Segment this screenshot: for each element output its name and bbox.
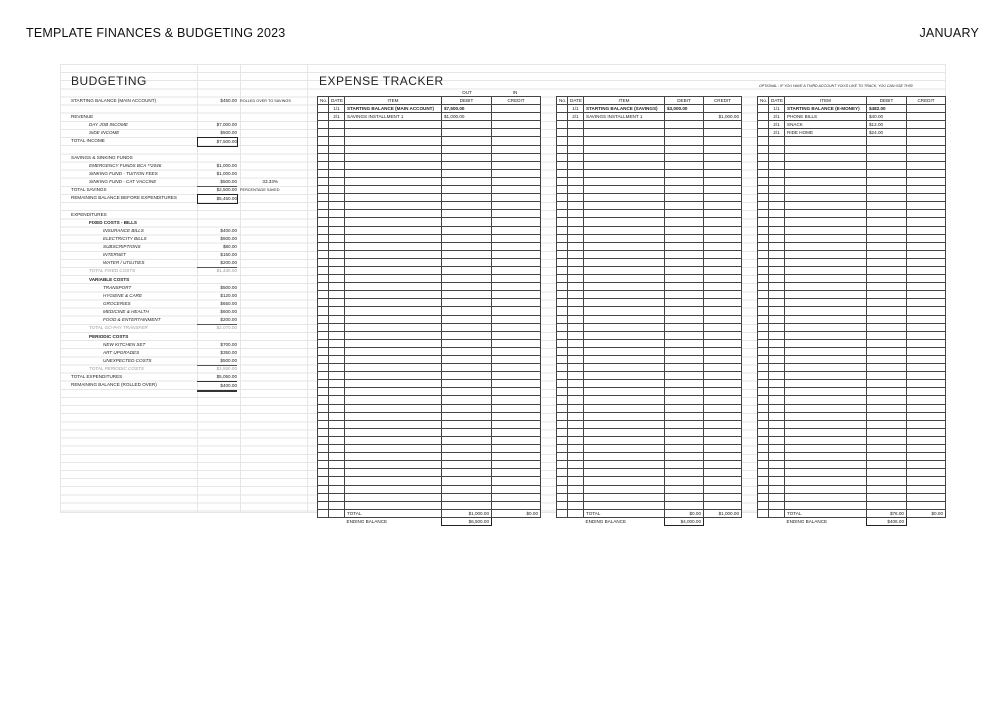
empty-row — [318, 291, 541, 299]
empty-row — [318, 493, 541, 501]
savings-item-label: SINKING FUND - TUITION FEES — [89, 171, 158, 176]
starting-balance-label: STARTING BALANCE (MAIN ACCOUNT) — [71, 98, 157, 103]
budgeting-heading: BUDGETING — [71, 74, 147, 88]
total-label: TOTAL — [345, 509, 442, 517]
empty-row — [557, 501, 742, 509]
row-date: 1/1 — [769, 105, 785, 113]
empty-row — [557, 428, 742, 436]
empty-row — [557, 145, 742, 153]
total-income-label: TOTAL INCOME — [71, 138, 105, 143]
periodic-item-label: NEW KITCHEN SET — [103, 342, 146, 347]
empty-row — [557, 380, 742, 388]
row-item: SNACK — [785, 121, 867, 129]
row-date: 2/1 — [769, 113, 785, 121]
row-debit: $12.00 — [867, 121, 907, 129]
total-label: TOTAL — [584, 509, 665, 517]
empty-row — [557, 137, 742, 145]
empty-row — [318, 461, 541, 469]
ending-balance: $6,500.00 — [442, 517, 492, 525]
empty-row — [758, 169, 946, 177]
periodic-item-value: $350.00 — [220, 350, 237, 355]
row-date: 2/1 — [769, 129, 785, 137]
table-row — [318, 105, 541, 113]
total-expenditures-value: $5,050.00 — [216, 374, 237, 379]
revenue-item-value: $7,000.00 — [216, 122, 237, 127]
revenue-item-value: $500.00 — [197, 129, 237, 138]
col-no-header: No. — [557, 97, 568, 105]
empty-row — [758, 153, 946, 161]
empty-row — [758, 202, 946, 210]
ending-row — [758, 517, 946, 525]
empty-row — [758, 291, 946, 299]
row-item: RIDE HOME — [785, 129, 867, 137]
empty-row — [557, 202, 742, 210]
variable-item-value: $600.00 — [220, 309, 237, 314]
expense-table-emoney — [757, 96, 946, 526]
empty-row — [758, 364, 946, 372]
variable-item-value: $650.00 — [220, 301, 237, 306]
empty-row — [758, 428, 946, 436]
variable-total-value: $2,070.00 — [216, 325, 237, 330]
empty-row — [318, 218, 541, 226]
empty-row — [758, 412, 946, 420]
remaining-before-value: $5,450.00 — [197, 194, 238, 204]
empty-row — [318, 307, 541, 315]
empty-row — [557, 226, 742, 234]
periodic-item-label: UNEXPECTED COSTS — [103, 358, 152, 363]
empty-row — [557, 436, 742, 444]
periodic-item-value: $700.00 — [220, 342, 237, 347]
row-debit — [665, 113, 704, 121]
empty-row — [318, 169, 541, 177]
variable-item-label: HYGIENE & CARE — [103, 293, 143, 298]
col-date-header: DATE — [568, 97, 584, 105]
table-row — [557, 113, 742, 121]
starting-balance-value: $450.00 — [220, 98, 237, 103]
empty-row — [758, 210, 946, 218]
rolled-over-label: REMAINING BALANCE (ROLLED OVER) — [71, 382, 157, 387]
empty-row — [758, 493, 946, 501]
total-row — [758, 509, 946, 517]
revenue-item-label: SIDE INCOME — [89, 130, 120, 135]
empty-row — [557, 396, 742, 404]
row-credit — [492, 105, 541, 113]
empty-row — [318, 275, 541, 283]
col-item-header: ITEM — [584, 97, 665, 105]
percentage-saved-note: PERCENTAGE SAVED — [240, 188, 280, 192]
row-item: SAVINGS INSTALLMENT 1 — [345, 113, 442, 121]
col-credit-header: CREDIT — [907, 97, 946, 105]
empty-row — [557, 186, 742, 194]
empty-row — [557, 420, 742, 428]
empty-row — [318, 177, 541, 185]
empty-row — [557, 129, 742, 137]
empty-row — [557, 258, 742, 266]
total-debit: $1,000.00 — [442, 509, 492, 517]
table-header-row — [318, 97, 541, 105]
empty-row — [318, 283, 541, 291]
total-label: TOTAL — [785, 509, 867, 517]
empty-row — [318, 339, 541, 347]
empty-row — [758, 380, 946, 388]
periodic-item-value: $500.00 — [197, 357, 237, 366]
col-credit-header: CREDIT — [492, 97, 541, 105]
fixed-item-value: $80.00 — [222, 244, 237, 249]
empty-row — [557, 404, 742, 412]
empty-row — [318, 436, 541, 444]
empty-row — [318, 250, 541, 258]
empty-row — [758, 501, 946, 509]
row-date: 1/1 — [568, 105, 584, 113]
savings-item-value: $1,000.00 — [216, 171, 237, 176]
empty-row — [318, 153, 541, 161]
empty-row — [557, 356, 742, 364]
empty-row — [758, 331, 946, 339]
col-date-header: DATE — [769, 97, 785, 105]
empty-row — [318, 186, 541, 194]
periodic-total-value: $1,550.00 — [216, 366, 237, 371]
row-debit: $482.00 — [867, 105, 907, 113]
variable-item-value: $500.00 — [220, 285, 237, 290]
variable-item-label: MEDICINE & HEALTH — [103, 309, 149, 314]
row-date: 2/1 — [329, 113, 345, 121]
empty-row — [758, 485, 946, 493]
empty-row — [758, 186, 946, 194]
empty-row — [318, 380, 541, 388]
empty-row — [318, 299, 541, 307]
row-credit — [704, 105, 742, 113]
empty-row — [557, 242, 742, 250]
expense-table-main — [317, 96, 541, 526]
fixed-total-value: $1,430.00 — [216, 268, 237, 273]
total-debit: $0.00 — [665, 509, 704, 517]
empty-row — [318, 469, 541, 477]
in-label: IN — [512, 90, 518, 95]
row-item: STARTING BALANCE (MAIN ACCOUNT) — [345, 105, 442, 113]
variable-item-value: $120.00 — [220, 293, 237, 298]
revenue-label: REVENUE — [71, 114, 94, 119]
empty-row — [758, 137, 946, 145]
fixed-item-label: INSURANCE BILLS — [103, 228, 144, 233]
empty-row — [557, 153, 742, 161]
empty-row — [318, 202, 541, 210]
empty-row — [557, 493, 742, 501]
empty-row — [557, 469, 742, 477]
starting-balance-note: ROLLED OVER TO SAVINGS — [240, 99, 291, 103]
empty-row — [318, 331, 541, 339]
empty-row — [557, 161, 742, 169]
fixed-item-label: SUBSCRIPTIONS — [103, 244, 141, 249]
empty-row — [318, 161, 541, 169]
empty-row — [758, 339, 946, 347]
empty-row — [318, 364, 541, 372]
empty-row — [758, 275, 946, 283]
row-date: 1/1 — [329, 105, 345, 113]
savings-label: SAVINGS & SINKING FUNDS — [71, 155, 133, 160]
col-no-header: No. — [318, 97, 329, 105]
percentage-saved-value: 33.33% — [262, 179, 278, 184]
row-debit: $7,500.00 — [442, 105, 492, 113]
empty-row — [758, 396, 946, 404]
periodic-costs-label: PERIODIC COSTS — [89, 334, 129, 339]
col-credit-header: CREDIT — [704, 97, 742, 105]
empty-row — [557, 347, 742, 355]
empty-row — [318, 210, 541, 218]
empty-row — [318, 396, 541, 404]
total-credit: $0.00 — [907, 509, 946, 517]
variable-item-value: $200.00 — [197, 316, 237, 325]
empty-row — [758, 372, 946, 380]
savings-item-label: EMERGENCY FUNDS BCA **2046 — [89, 163, 162, 168]
table-row — [758, 121, 946, 129]
empty-row — [318, 194, 541, 202]
empty-row — [318, 477, 541, 485]
row-credit — [907, 129, 946, 137]
total-row — [557, 509, 742, 517]
empty-row — [557, 445, 742, 453]
empty-row — [318, 356, 541, 364]
empty-row — [758, 307, 946, 315]
ending-label: ENDING BALANCE — [585, 519, 627, 525]
empty-row — [758, 218, 946, 226]
variable-total-label: TOTAL GO-PAY TRANSFER — [89, 325, 148, 330]
empty-row — [557, 364, 742, 372]
col-item-header: ITEM — [785, 97, 867, 105]
expense-tracker-heading: EXPENSE TRACKER — [319, 74, 444, 88]
row-credit — [907, 105, 946, 113]
empty-row — [557, 307, 742, 315]
row-date: 2/1 — [769, 121, 785, 129]
fixed-item-value: $600.00 — [220, 236, 237, 241]
savings-item-label: SINKING FUND - CAT VACCINE — [89, 179, 157, 184]
empty-row — [758, 283, 946, 291]
fixed-item-label: INTERNET — [103, 252, 126, 257]
row-credit: $1,000.00 — [704, 113, 742, 121]
col-item-header: ITEM — [345, 97, 442, 105]
empty-row — [557, 412, 742, 420]
empty-row — [318, 242, 541, 250]
row-item: STARTING BALANCE (SAVINGS) — [584, 105, 665, 113]
empty-row — [318, 137, 541, 145]
row-item: PHONE BILLS — [785, 113, 867, 121]
col-date-header: DATE — [329, 97, 345, 105]
periodic-item-label: ART UPGRADES — [103, 350, 140, 355]
empty-row — [318, 258, 541, 266]
empty-row — [557, 169, 742, 177]
variable-item-label: TRANSPORT — [103, 285, 132, 290]
empty-row — [758, 242, 946, 250]
empty-row — [318, 412, 541, 420]
fixed-total-label: TOTAL FIXED COSTS — [89, 268, 136, 273]
total-row — [318, 509, 541, 517]
empty-row — [318, 347, 541, 355]
empty-row — [557, 315, 742, 323]
variable-item-label: FOOD & ENTERTAINMENT — [103, 317, 161, 322]
empty-row — [758, 177, 946, 185]
col-debit-header: DEBIT — [867, 97, 907, 105]
empty-row — [318, 445, 541, 453]
empty-row — [318, 453, 541, 461]
empty-row — [758, 250, 946, 258]
ending-row — [557, 517, 742, 525]
row-debit: $24.00 — [867, 129, 907, 137]
empty-row — [557, 234, 742, 242]
optional-note: OPTIONAL : IF YOU HAVE A THIRD ACCOUNT YOU'D LIKE TO TRACK, YOU CAN USE THIS! — [759, 84, 914, 88]
empty-row — [557, 299, 742, 307]
col-debit-header: DEBIT — [665, 97, 704, 105]
total-savings-value: $2,500.00 — [216, 187, 237, 192]
empty-row — [557, 218, 742, 226]
fixed-item-label: WATER / UTILITIES — [103, 260, 145, 265]
empty-row — [557, 477, 742, 485]
ending-balance: $4,000.00 — [665, 517, 704, 525]
empty-row — [557, 323, 742, 331]
empty-row — [758, 226, 946, 234]
empty-row — [557, 266, 742, 274]
empty-row — [758, 323, 946, 331]
empty-row — [758, 299, 946, 307]
empty-row — [758, 388, 946, 396]
empty-row — [758, 315, 946, 323]
total-debit: $76.00 — [867, 509, 907, 517]
empty-row — [557, 485, 742, 493]
empty-row — [318, 315, 541, 323]
empty-row — [557, 372, 742, 380]
empty-row — [557, 461, 742, 469]
empty-row — [318, 404, 541, 412]
document-title: TEMPLATE FINANCES & BUDGETING 2023 — [26, 26, 286, 40]
table-header-row — [758, 97, 946, 105]
empty-row — [557, 121, 742, 129]
empty-row — [557, 250, 742, 258]
row-date: 2/1 — [568, 113, 584, 121]
remaining-before-label: REMAINING BALANCE BEFORE EXPENDITURES — [71, 195, 177, 200]
total-income-value: $7,500.00 — [197, 137, 238, 147]
ending-label: ENDING BALANCE — [786, 519, 828, 525]
periodic-total-label: TOTAL PERIODIC COSTS — [89, 366, 144, 371]
row-credit — [492, 113, 541, 121]
fixed-costs-label: FIXED COSTS - BILLS — [89, 220, 137, 225]
empty-row — [318, 428, 541, 436]
fixed-item-value: $400.00 — [220, 228, 237, 233]
empty-row — [557, 283, 742, 291]
empty-row — [758, 266, 946, 274]
empty-row — [758, 420, 946, 428]
empty-row — [318, 145, 541, 153]
row-item: SAVINGS INSTALLMENT 1 — [584, 113, 665, 121]
empty-row — [758, 445, 946, 453]
empty-row — [557, 339, 742, 347]
empty-row — [758, 194, 946, 202]
col-debit-header: DEBIT — [442, 97, 492, 105]
empty-row — [758, 347, 946, 355]
table-row — [557, 105, 742, 113]
table-row — [318, 113, 541, 121]
total-credit: $1,000.00 — [704, 509, 742, 517]
fixed-item-value: $150.00 — [220, 252, 237, 257]
empty-row — [557, 194, 742, 202]
ending-row — [318, 517, 541, 525]
ending-balance: $406.00 — [867, 517, 907, 525]
total-expenditures-label: TOTAL EXPENDITURES — [71, 374, 123, 379]
total-credit: $0.00 — [492, 509, 541, 517]
row-debit: $3,000.00 — [665, 105, 704, 113]
empty-row — [318, 501, 541, 509]
empty-row — [758, 161, 946, 169]
row-credit — [907, 113, 946, 121]
revenue-item-label: DAY JOB INCOME — [89, 122, 128, 127]
expenditures-label: EXPENDITURES — [71, 212, 107, 217]
row-debit: $40.00 — [867, 113, 907, 121]
empty-row — [318, 323, 541, 331]
empty-row — [758, 436, 946, 444]
empty-row — [557, 291, 742, 299]
ending-label: ENDING BALANCE — [346, 519, 388, 525]
empty-row — [557, 331, 742, 339]
empty-row — [318, 266, 541, 274]
table-row — [758, 105, 946, 113]
empty-row — [318, 129, 541, 137]
empty-row — [318, 234, 541, 242]
empty-row — [318, 121, 541, 129]
empty-row — [557, 177, 742, 185]
rolled-over-value: $400.00 — [197, 381, 237, 392]
savings-item-value: $1,000.00 — [216, 163, 237, 168]
table-header-row — [557, 97, 742, 105]
savings-item-value: $500.00 — [197, 178, 237, 187]
month-label: JANUARY — [919, 26, 979, 40]
empty-row — [318, 485, 541, 493]
empty-row — [557, 210, 742, 218]
empty-row — [758, 234, 946, 242]
empty-row — [318, 372, 541, 380]
variable-item-label: GROCERIES — [103, 301, 131, 306]
variable-costs-label: VARIABLE COSTS — [89, 277, 130, 282]
empty-row — [758, 469, 946, 477]
empty-row — [557, 275, 742, 283]
empty-row — [758, 477, 946, 485]
empty-row — [758, 356, 946, 364]
fixed-item-label: ELECTRICITY BILLS — [103, 236, 147, 241]
empty-row — [557, 453, 742, 461]
table-row — [758, 113, 946, 121]
empty-row — [758, 258, 946, 266]
empty-row — [318, 388, 541, 396]
empty-row — [557, 388, 742, 396]
empty-row — [318, 420, 541, 428]
row-item: STARTING BALANCE (E-MONEY) — [785, 105, 867, 113]
empty-row — [758, 461, 946, 469]
out-label: OUT — [462, 90, 472, 95]
row-debit: $1,000.00 — [442, 113, 492, 121]
empty-row — [318, 226, 541, 234]
row-credit — [907, 121, 946, 129]
total-savings-label: TOTAL SAVINGS — [71, 187, 107, 192]
empty-row — [758, 145, 946, 153]
empty-row — [758, 404, 946, 412]
fixed-item-value: $200.00 — [197, 259, 237, 268]
expense-table-savings — [556, 96, 742, 526]
col-no-header: No. — [758, 97, 769, 105]
empty-row — [758, 453, 946, 461]
table-row — [758, 129, 946, 137]
